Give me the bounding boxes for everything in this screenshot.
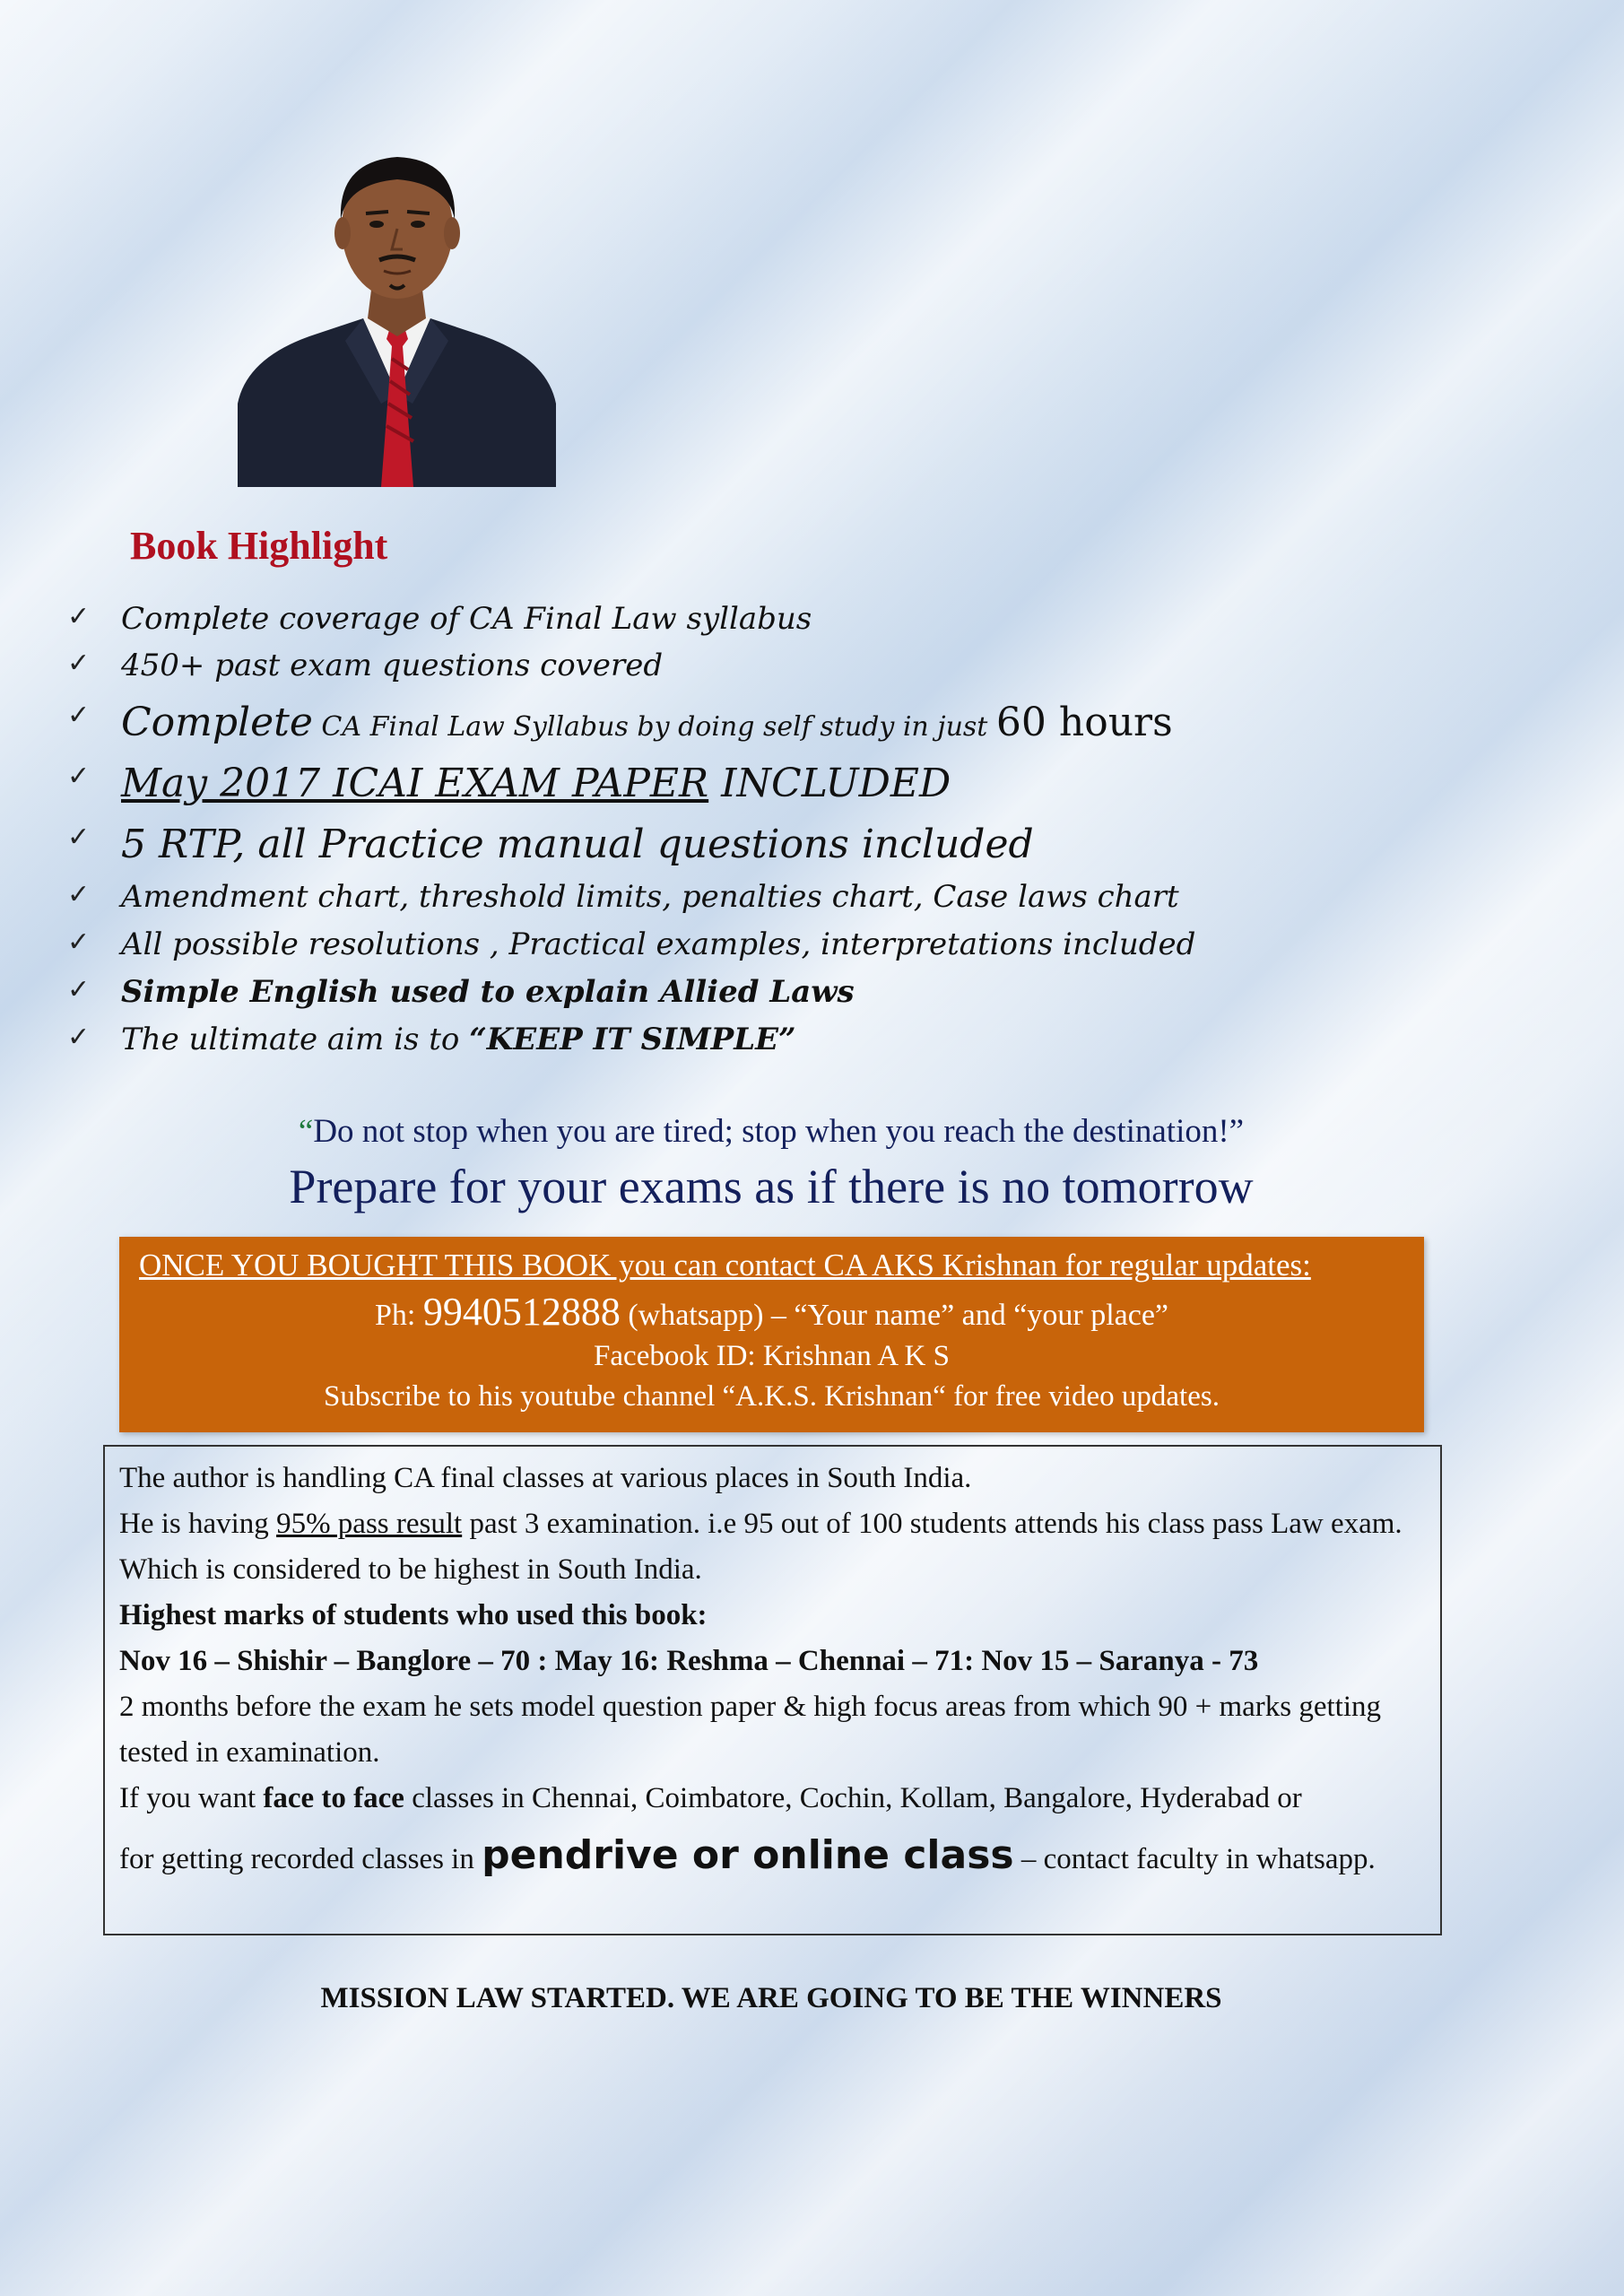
mission-statement: MISSION LAW STARTED. WE ARE GOING TO BE THE WINNERS bbox=[320, 1982, 1222, 2014]
contact-box bbox=[119, 1237, 1424, 1432]
highlight-text: Amendment chart, threshold limits, penalties chart, Case laws chart bbox=[121, 879, 1179, 915]
check-icon: ✓ bbox=[67, 648, 91, 679]
highlight-text: 450+ past exam questions covered bbox=[121, 648, 664, 683]
list-item bbox=[67, 879, 1195, 926]
contact-heading: ONCE YOU BOUGHT THIS BOOK you can contact CA AKS Krishnan for regular updates: bbox=[139, 1248, 1311, 1283]
highlight-text: 5 RTP, all Practice manual questions included bbox=[121, 822, 1034, 867]
contact-facebook: Facebook ID: Krishnan A K S bbox=[594, 1340, 950, 1372]
list-item bbox=[67, 648, 1195, 700]
check-icon: ✓ bbox=[67, 974, 91, 1005]
pass-result: 95% pass result bbox=[276, 1508, 463, 1540]
info-text: If you want bbox=[119, 1782, 264, 1814]
phone-note: (whatsapp) – “Your name” and “your place” bbox=[620, 1299, 1168, 1332]
motivational-quote bbox=[0, 1112, 1542, 1151]
list-item bbox=[67, 700, 1195, 761]
highlight-text: INCLUDED bbox=[708, 761, 951, 806]
info-text: classes in Chennai, Coimbatore, Cochin, Kollam, Bangalore, Hyderabad or bbox=[404, 1782, 1302, 1814]
author-photo bbox=[238, 135, 556, 487]
check-icon: ✓ bbox=[67, 879, 91, 910]
check-icon: ✓ bbox=[67, 700, 91, 731]
info-line: 2 months before the exam he sets model question paper & high focus areas from which 90 + marks getting tested in examination. bbox=[119, 1691, 1382, 1769]
highlight-text: The ultimate aim is to bbox=[121, 1022, 470, 1057]
list-item bbox=[67, 926, 1195, 974]
highlight-text: CA Final Law Syllabus by doing self study in just bbox=[312, 711, 996, 743]
highlight-text: Complete coverage of CA Final Law syllabus bbox=[121, 601, 812, 637]
highlight-list bbox=[67, 601, 1195, 1069]
highlight-underlined: May 2017 ICAI EXAM PAPER bbox=[121, 761, 709, 806]
contact-youtube: Subscribe to his youtube channel “A.K.S. Krishnan“ for free video updates. bbox=[324, 1380, 1220, 1413]
check-icon: ✓ bbox=[67, 1022, 91, 1053]
contact-phone bbox=[119, 1289, 1424, 1335]
quote-open-mark: “ bbox=[298, 1113, 314, 1150]
pendrive-online: pendrive or online class bbox=[482, 1832, 1014, 1878]
info-text: past 3 examination. i.e 95 out of 100 students attends his class pass Law exam. Which is considered to be highest in South India. bbox=[119, 1508, 1403, 1586]
list-item bbox=[67, 974, 1195, 1022]
highlight-text: Simple English used to explain Allied Laws bbox=[121, 974, 855, 1010]
info-line bbox=[119, 1776, 1428, 1822]
phone-number: 9940512888 bbox=[422, 1290, 621, 1334]
highlight-text-large: Complete bbox=[121, 700, 313, 745]
highlight-text: All possible resolutions , Practical examples, interpretations included bbox=[121, 926, 1196, 962]
book-highlight-title: Book Highlight bbox=[130, 524, 388, 568]
list-item bbox=[67, 1022, 1195, 1069]
info-line bbox=[119, 1501, 1428, 1593]
face-to-face: face to face bbox=[263, 1782, 404, 1814]
info-text: – contact faculty in whatsapp. bbox=[1013, 1843, 1376, 1875]
info-line: The author is handling CA final classes at various places in South India. bbox=[119, 1462, 972, 1494]
phone-label: Ph: bbox=[374, 1299, 423, 1332]
info-text: for getting recorded classes in bbox=[119, 1843, 482, 1875]
highlight-hours: 60 hours bbox=[995, 700, 1173, 745]
info-line bbox=[119, 1832, 1428, 1883]
check-icon: ✓ bbox=[67, 761, 91, 792]
info-line: Highest marks of students who used this book: bbox=[119, 1599, 708, 1631]
check-icon: ✓ bbox=[67, 601, 91, 632]
list-item bbox=[67, 761, 1195, 822]
check-icon: ✓ bbox=[67, 822, 91, 853]
tagline: Prepare for your exams as if there is no tomorrow bbox=[289, 1160, 1254, 1213]
check-icon: ✓ bbox=[67, 926, 91, 958]
info-text: He is having bbox=[119, 1508, 277, 1540]
author-info-box bbox=[103, 1445, 1442, 1935]
list-item bbox=[67, 822, 1195, 879]
list-item bbox=[67, 601, 1195, 648]
keep-it-simple: “KEEP IT SIMPLE” bbox=[469, 1022, 796, 1057]
top-marks: Nov 16 – Shishir – Banglore – 70 : May 16: Reshma – Chennai – 71: Nov 15 – Saranya - 73 bbox=[119, 1645, 1259, 1677]
quote-text: Do not stop when you are tired; stop when you reach the destination!” bbox=[313, 1113, 1245, 1150]
